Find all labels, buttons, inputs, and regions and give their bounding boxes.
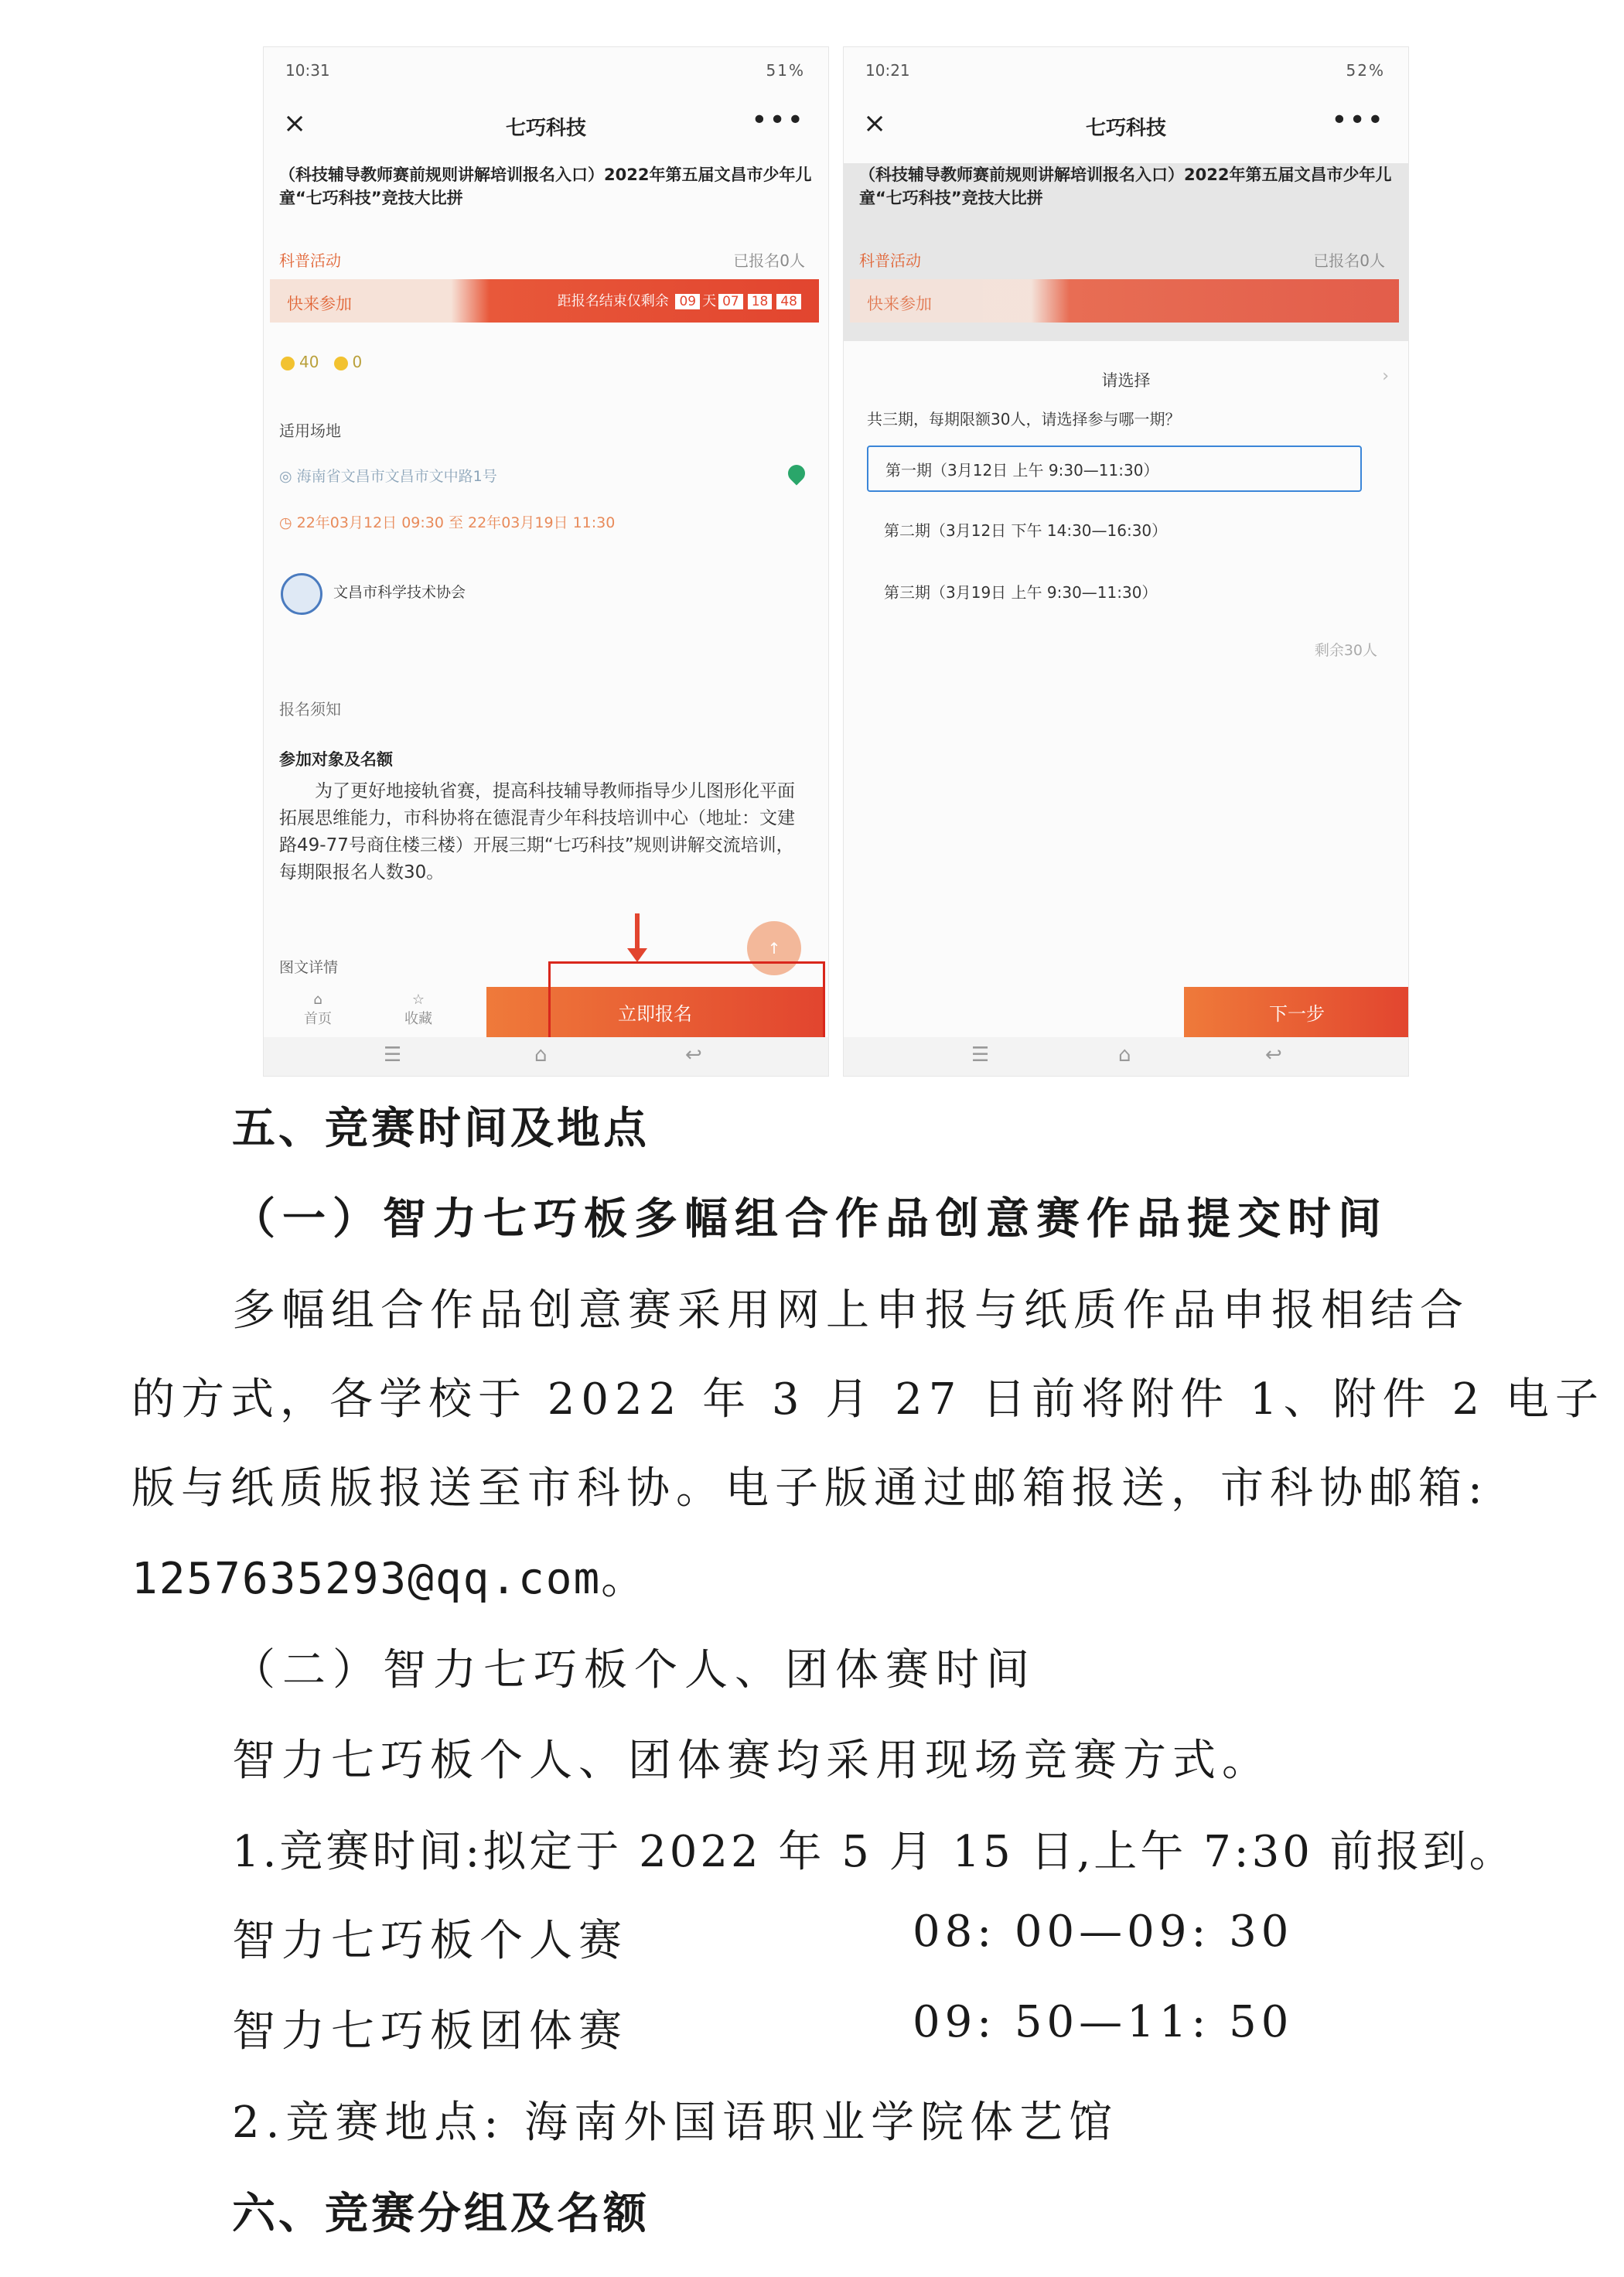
home-icon[interactable]: ⌂ <box>1118 1043 1131 1067</box>
floating-button[interactable]: ↑ <box>747 921 801 975</box>
home-icon[interactable]: ⌂ <box>534 1043 548 1067</box>
paragraph-1-line-1: 多幅组合作品创意赛采用网上申报与纸质作品申报相结合 <box>232 1285 1469 1336</box>
pick-title: 请选择 <box>1101 371 1151 390</box>
coin-value-2: 0 <box>352 353 363 371</box>
picture-detail-label: 图文详情 <box>279 959 339 976</box>
nav-bar <box>264 94 828 163</box>
remaining-count: 剩余30人 <box>1314 642 1377 659</box>
session-question: 共三期，每期限额30人，请选择参与哪一期？ <box>867 410 1181 428</box>
event-title: （科技辅导教师赛前规则讲解培训报名入口）2022年第五届文昌市少年儿童“七巧科技”竞技大比拼 <box>859 166 1392 207</box>
arrow-head-icon <box>627 948 647 962</box>
paragraph-4: 2.竞赛地点: 海南外国语职业学院体艺馆 <box>232 2098 1119 2148</box>
tab-favorite[interactable]: ☆ 收藏 <box>404 992 432 1027</box>
address[interactable]: ◎ 海南省文昌市文昌市文中路1号 <box>279 468 497 485</box>
subsection-1-heading: （一）智力七巧板多幅组合作品创意赛作品提交时间 <box>232 1193 1388 1244</box>
tab-home-label: 首页 <box>304 1011 332 1027</box>
paragraph-2: 智力七巧板个人、团体赛均采用现场竞赛方式。 <box>232 1736 1271 1786</box>
battery-indicator: 51% <box>766 61 805 80</box>
email-address: 1257635293@qq.com。 <box>131 1554 647 1604</box>
nav-title: 七巧科技 <box>505 117 586 140</box>
status-bar <box>844 47 1408 94</box>
date-range-text: 22年03月12日 09:30 至 22年03月19日 11:30 <box>296 514 616 531</box>
venue-label: 适用场地 <box>279 422 341 440</box>
notice-paragraph: 为了更好地接轨省赛，提高科技辅导教师指导少儿图形化平面拓展思维能力，市科协将在德混青少年科技培训中心（地址：文建路49-77号商住楼三楼）开展三期“七巧科技”规则讲解交流培训，每期限报名人数30。 <box>279 781 795 882</box>
quick-join-label: 快来参加 <box>287 295 352 313</box>
more-icon[interactable]: ••• <box>751 104 805 136</box>
activity-label: 科普活动 <box>859 251 921 270</box>
status-bar <box>264 47 828 94</box>
tab-home[interactable]: ⌂ 首页 <box>304 992 332 1027</box>
close-icon[interactable]: × <box>863 108 887 139</box>
section-6-heading: 六、竞赛分组及名额 <box>232 2189 650 2239</box>
countdown-days: 09 <box>675 294 700 309</box>
tab-favorite-label: 收藏 <box>404 1011 432 1027</box>
highlight-box <box>548 961 825 1050</box>
close-icon[interactable]: × <box>283 108 307 139</box>
more-icon[interactable]: ••• <box>1331 104 1385 136</box>
signed-count: 已报名0人 <box>733 251 805 270</box>
org-logo <box>281 573 322 615</box>
countdown-minutes: 18 <box>748 294 773 309</box>
date-range: ◷ 22年03月12日 09:30 至 22年03月19日 11:30 <box>279 514 616 531</box>
countdown-banner <box>270 279 819 323</box>
event-time-individual: 08: 00—09: 30 <box>913 1907 1294 1957</box>
address-text: 海南省文昌市文昌市文中路1号 <box>296 468 497 485</box>
back-icon[interactable]: ↩ <box>685 1043 702 1067</box>
countdown-day-unit: 天 <box>702 293 717 309</box>
countdown-hours: 07 <box>718 294 743 309</box>
target-heading: 参加对象及名额 <box>279 750 393 769</box>
coin-icon <box>334 357 348 370</box>
nav-title: 七巧科技 <box>1085 117 1166 140</box>
countdown <box>558 290 803 310</box>
coin-value-1: 40 <box>299 353 319 371</box>
coin-icon <box>281 357 295 370</box>
quick-join-label: 快来参加 <box>867 295 932 313</box>
countdown-banner <box>850 279 1399 323</box>
right-phone-screenshot <box>843 46 1409 1077</box>
menu-icon[interactable]: ☰ <box>384 1043 402 1067</box>
back-icon[interactable]: ↩ <box>1265 1043 1282 1067</box>
system-nav-bar <box>844 1037 1408 1076</box>
paragraph-1-line-3: 版与纸质版报送至市科协。电子版通过邮箱报送，市科协邮箱: <box>131 1463 1489 1514</box>
nav-bar <box>844 94 1408 163</box>
session-option-3[interactable]: 第三期（3月19日 上午 9:30—11:30） <box>884 583 1158 602</box>
activity-row <box>279 241 813 271</box>
activity-row <box>859 241 1393 271</box>
menu-icon[interactable]: ☰ <box>971 1043 990 1067</box>
chevron-right-icon[interactable]: › <box>1382 367 1389 386</box>
paragraph-1-line-2: 的方式，各学校于 2022 年 3 月 27 日前将附件 1、附件 2 电子 <box>131 1374 1605 1425</box>
paragraph-3: 1.竞赛时间:拟定于 2022 年 5 月 15 日,上午 7:30 前报到。 <box>232 1827 1516 1877</box>
notice-label: 报名须知 <box>279 700 341 719</box>
activity-label: 科普活动 <box>279 251 341 270</box>
system-nav-bar <box>264 1037 828 1076</box>
countdown-label: 距报名结束仅剩余 <box>557 293 669 309</box>
next-button[interactable]: 下一步 <box>1184 987 1409 1041</box>
event-title: （科技辅导教师赛前规则讲解培训报名入口）2022年第五届文昌市少年儿童“七巧科技”竞技大比拼 <box>279 166 812 207</box>
signed-count: 已报名0人 <box>1313 251 1385 270</box>
session-option-2[interactable]: 第二期（3月12日 下午 14:30—16:30） <box>884 521 1168 540</box>
left-phone-screenshot <box>263 46 829 1077</box>
countdown-seconds: 48 <box>776 294 801 309</box>
event-name-team: 智力七巧板团体赛 <box>232 2006 628 2057</box>
coins-row <box>281 353 362 371</box>
session-option-1[interactable]: 第一期（3月12日 上午 9:30—11:30） <box>867 446 1362 492</box>
battery-indicator: 52% <box>1346 61 1385 80</box>
signup-button[interactable]: 立即报名 <box>486 987 824 1041</box>
status-time: 10:21 <box>865 61 910 80</box>
section-5-heading: 五、竞赛时间及地点 <box>232 1104 650 1154</box>
status-time: 10:31 <box>285 61 330 80</box>
event-name-individual: 智力七巧板个人赛 <box>232 1916 628 1966</box>
event-time-team: 09: 50—11: 50 <box>913 1997 1294 2047</box>
org-name[interactable]: 文昌市科学技术协会 <box>333 584 466 601</box>
subsection-2-heading: （二）智力七巧板个人、团体赛时间 <box>232 1645 1036 1695</box>
